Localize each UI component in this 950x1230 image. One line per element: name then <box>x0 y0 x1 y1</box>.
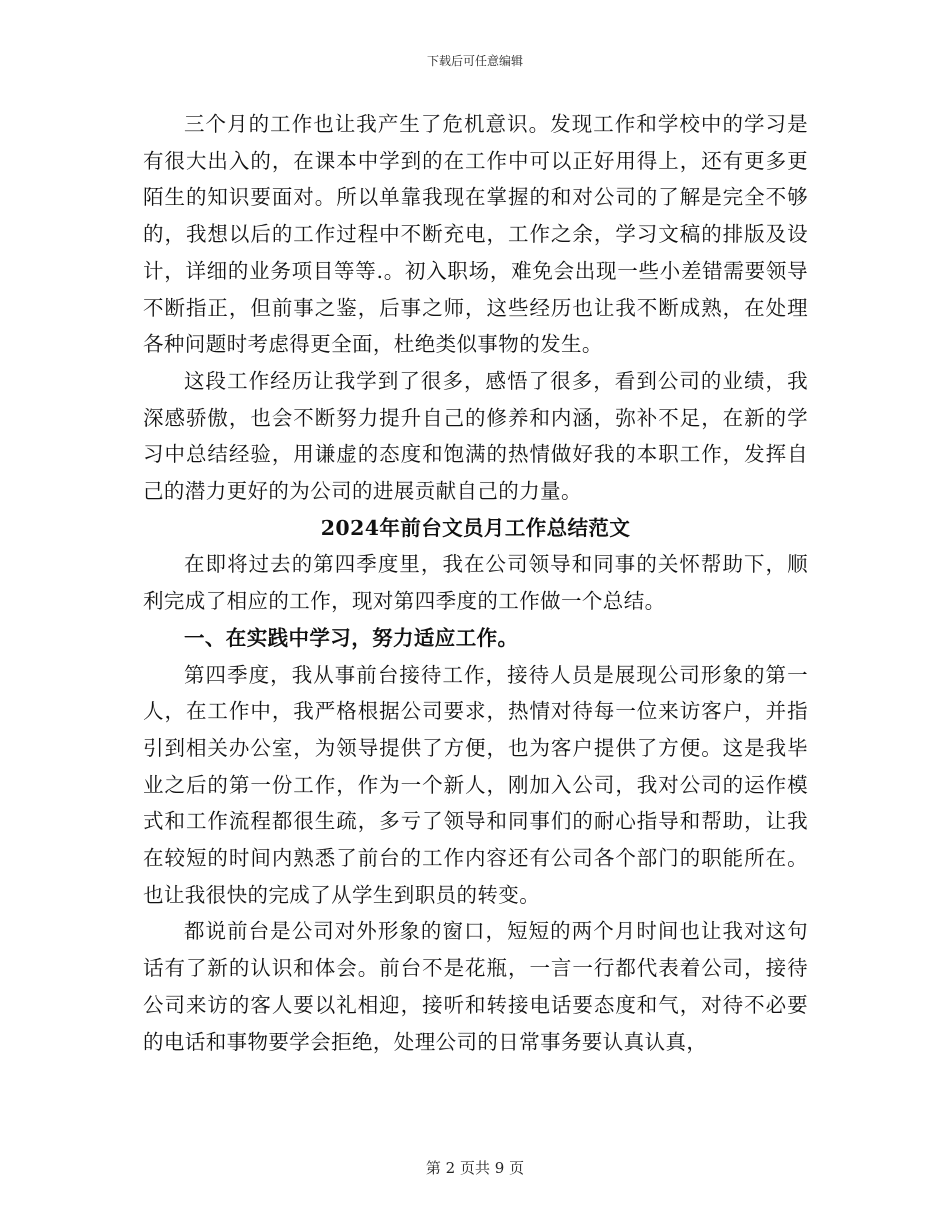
paragraph: 第四季度，我从事前台接待工作，接待人员是展现公司形象的第一人，在工作中，我严格根据公司要求，热情对待每一位来访客户，并指引到相关办公室，为领导提供了方便，也为客户提供了方便。这是我毕业之后的第一份工作，作为一个新人，刚加入公司，我对公司的运作模式和工作流程都很生疏，多亏了领导和同事们的耐心指导和帮助，让我在较短的时间内熟悉了前台的工作内容还有公司各个部门的职能所在。也让我很快的完成了从学生到职员的转变。 <box>143 662 808 907</box>
section-heading: 一、在实践中学习，努力适应工作。 <box>184 625 519 650</box>
document-title: 2024年前台文员月工作总结范文 <box>320 515 631 540</box>
paragraph: 三个月的工作也让我产生了危机意识。发现工作和学校中的学习是有很大出入的，在课本中学到的在工作中可以正好用得上，还有更多更陌生的知识要面对。所以单靠我现在掌握的和对公司的了解是完全不够的，我想以后的工作过程中不断充电，工作之余，学习文稿的排版及设计，详细的业务项目等等.。初入职场，难免会出现一些小差错需要领导不断指正，但前事之鉴，后事之师，这些经历也让我不断成熟，在处理各种问题时考虑得更全面，杜绝类似事物的发生。 <box>143 112 808 357</box>
paragraph: 在即将过去的第四季度里，我在公司领导和同事的关怀帮助下，顺利完成了相应的工作，现对第四季度的工作做一个总结。 <box>143 552 808 614</box>
page-header: 下载后可任意编辑 <box>426 54 523 68</box>
page-footer: 第 2 页共 9 页 <box>425 1159 525 1177</box>
paragraph: 都说前台是公司对外形象的窗口，短短的两个月时间也让我对这句话有了新的认识和体会。前台不是花瓶，一言一行都代表着公司，接待公司来访的客人要以礼相迎，接听和转接电话要态度和气，对待不必要的电话和事物要学会拒绝，处理公司的日常事务要认真认真， <box>143 919 808 1054</box>
document-body <box>143 106 808 1060</box>
paragraph: 这段工作经历让我学到了很多，感悟了很多，看到公司的业绩，我深感骄傲，也会不断努力提升自己的修养和内涵，弥补不足，在新的学习中总结经验，用谦虚的态度和饱满的热情做好我的本职工作，发挥自己的潜力更好的为公司的进展贡献自己的力量。 <box>143 368 808 504</box>
